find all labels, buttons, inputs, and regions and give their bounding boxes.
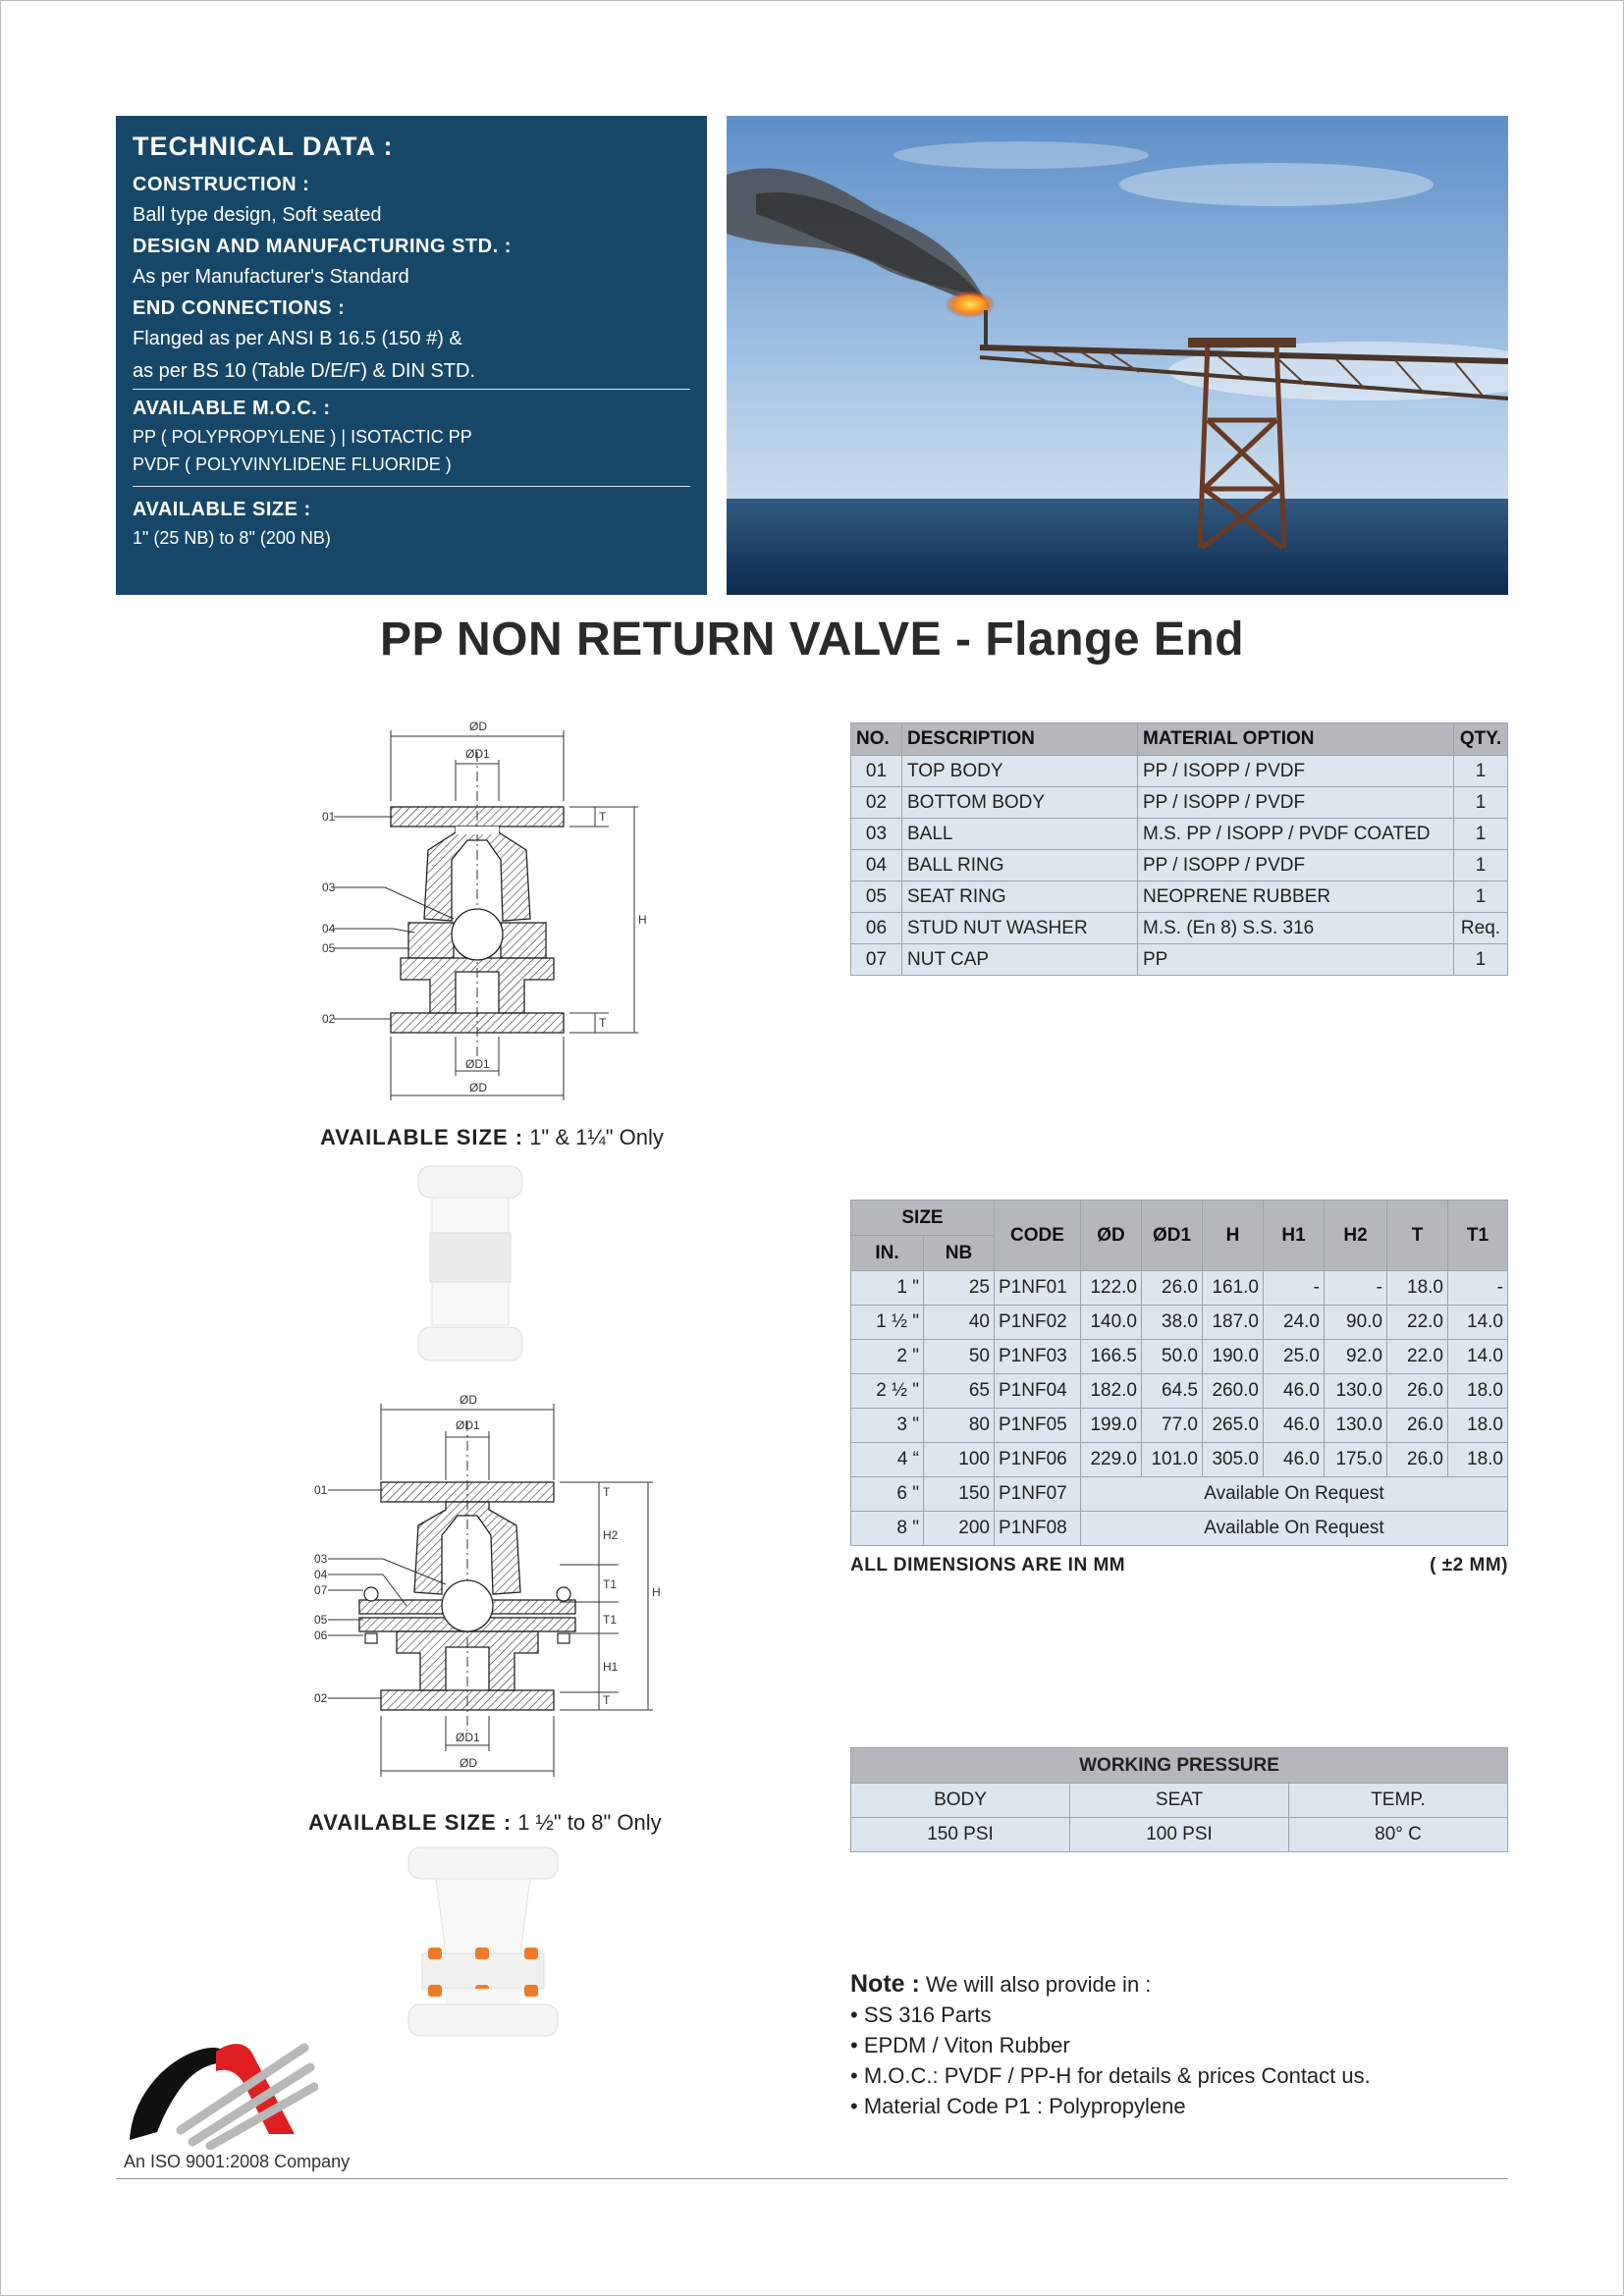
cell: 46.0 <box>1264 1374 1325 1409</box>
dimensions-table <box>850 1200 1508 1546</box>
header-cell: WORKING PRESSURE <box>851 1748 1508 1784</box>
header-cell: ØD1 <box>1142 1201 1203 1271</box>
dimensions-note <box>850 1555 1508 1576</box>
cell: 46.0 <box>1264 1409 1325 1443</box>
cell: 26.0 <box>1387 1374 1448 1409</box>
cell: - <box>1448 1271 1508 1306</box>
dim-label: H2 <box>603 1528 619 1542</box>
table-row <box>851 1409 1508 1443</box>
part-label: 05 <box>314 1613 328 1627</box>
cell: PP / ISOPP / PVDF <box>1138 787 1454 819</box>
end-connections-line-2: as per BS 10 (Table D/E/F) & DIN STD. <box>133 360 475 382</box>
table-row <box>851 944 1508 976</box>
header-cell: NB <box>924 1236 995 1271</box>
cell: 1 <box>1454 881 1508 913</box>
cell: Available On Request <box>1081 1477 1508 1512</box>
cell: 80° C <box>1289 1818 1508 1852</box>
table-row <box>851 881 1508 913</box>
cell: 1 <box>1454 787 1508 819</box>
cell: M.S. PP / ISOPP / PVDF COATED <box>1138 819 1454 850</box>
header-cell: CODE <box>995 1201 1081 1271</box>
header-cell: T1 <box>1448 1201 1508 1271</box>
header-cell: IN. <box>851 1236 924 1271</box>
part-label: 04 <box>322 922 336 935</box>
dim-label: ØD1 <box>456 1418 480 1432</box>
cell: 260.0 <box>1203 1374 1264 1409</box>
cell: 92.0 <box>1325 1340 1387 1374</box>
cell: 14.0 <box>1448 1340 1508 1374</box>
list-item: • Material Code P1 : Polypropylene <box>850 2094 1186 2118</box>
page-title: PP NON RETURN VALVE - Flange End <box>379 614 1245 666</box>
cell: PP <box>1138 944 1454 976</box>
cell: 1 <box>1454 756 1508 787</box>
cell: - <box>1325 1271 1387 1306</box>
technical-data-title: TECHNICAL DATA : <box>133 132 394 161</box>
table-row <box>851 850 1508 881</box>
part-label: 01 <box>322 810 336 824</box>
dim-label: T1 <box>603 1577 618 1591</box>
construction-heading: CONSTRUCTION : <box>133 174 310 195</box>
available-size-heading: AVAILABLE SIZE : <box>308 1810 513 1835</box>
cell: M.S. (En 8) S.S. 316 <box>1138 913 1454 944</box>
cell: Available On Request <box>1081 1512 1508 1546</box>
dim-label: T <box>599 810 607 824</box>
cell: NUT CAP <box>902 944 1138 976</box>
header-cell: QTY. <box>1454 723 1508 756</box>
cell: 01 <box>851 756 902 787</box>
cell: 130.0 <box>1325 1374 1387 1409</box>
part-label: 01 <box>314 1483 328 1497</box>
cell: 229.0 <box>1081 1443 1142 1477</box>
cell: 1 " <box>851 1271 924 1306</box>
cell: P1NF06 <box>995 1443 1081 1477</box>
cell: 04 <box>851 850 902 881</box>
cell: 161.0 <box>1203 1271 1264 1306</box>
dim-label: H <box>652 1585 661 1599</box>
cell: 100 PSI <box>1070 1818 1289 1852</box>
cell: SEAT <box>1070 1784 1289 1818</box>
cell: 166.5 <box>1081 1340 1142 1374</box>
cell: PP / ISOPP / PVDF <box>1138 850 1454 881</box>
iso-certification: An ISO 9001:2008 Company <box>124 2152 351 2171</box>
cell: P1NF03 <box>995 1340 1081 1374</box>
dim-label: ØD1 <box>465 747 490 761</box>
cell: 122.0 <box>1081 1271 1142 1306</box>
cell: 02 <box>851 787 902 819</box>
table-row <box>851 1443 1508 1477</box>
moc-heading: AVAILABLE M.O.C. : <box>133 398 331 419</box>
end-connections-line-1: Flanged as per ANSI B 16.5 (150 #) & <box>133 328 462 349</box>
table-row <box>851 1374 1508 1409</box>
dim-label: H1 <box>603 1660 619 1674</box>
table-row <box>851 1271 1508 1306</box>
cell: Req. <box>1454 913 1508 944</box>
cell: NEOPRENE RUBBER <box>1138 881 1454 913</box>
cell: BALL <box>902 819 1138 850</box>
dim-label: ØD1 <box>465 1057 490 1071</box>
cell: BODY <box>851 1784 1070 1818</box>
cell: 6 " <box>851 1477 924 1512</box>
cell: 140.0 <box>1081 1306 1142 1340</box>
header-cell: NO. <box>851 723 902 756</box>
cell: 18.0 <box>1448 1374 1508 1409</box>
cell: 22.0 <box>1387 1306 1448 1340</box>
cell: 265.0 <box>1203 1409 1264 1443</box>
valve-photo-small <box>412 1164 528 1364</box>
cell: 26.0 <box>1142 1271 1203 1306</box>
cell: 90.0 <box>1325 1306 1387 1340</box>
dimensions-unit-note: ALL DIMENSIONS ARE IN MM <box>850 1555 1126 1575</box>
dim-label: H <box>638 913 647 927</box>
cell: 65 <box>924 1374 995 1409</box>
cell: P1NF08 <box>995 1512 1081 1546</box>
available-size-small <box>320 1125 664 1150</box>
moc-line-1: PP ( POLYPROPYLENE ) | ISOTACTIC PP <box>133 427 472 447</box>
list-item: • SS 316 Parts <box>850 2002 992 2027</box>
table-row <box>851 756 1508 787</box>
cell: 50 <box>924 1340 995 1374</box>
part-label: 07 <box>314 1583 328 1597</box>
cell: PP / ISOPP / PVDF <box>1138 756 1454 787</box>
size-text: 1" (25 NB) to 8" (200 NB) <box>133 528 331 548</box>
technical-data-panel <box>116 116 707 595</box>
cell: P1NF01 <box>995 1271 1081 1306</box>
dim-label: ØD <box>460 1393 477 1407</box>
cell: STUD NUT WASHER <box>902 913 1138 944</box>
dim-label: ØD1 <box>456 1731 480 1744</box>
cell: 26.0 <box>1387 1443 1448 1477</box>
note-intro: We will also provide in : <box>919 1972 1152 1997</box>
cell: 1 <box>1454 850 1508 881</box>
cell: TOP BODY <box>902 756 1138 787</box>
part-label: 03 <box>322 881 336 894</box>
cell: 8 " <box>851 1512 924 1546</box>
table-row <box>851 913 1508 944</box>
part-label: 04 <box>314 1568 328 1581</box>
cell: 2 ½ " <box>851 1374 924 1409</box>
table-row <box>851 1818 1508 1852</box>
available-size-text: 1" & 1¼" Only <box>523 1125 664 1149</box>
header-cell: H <box>1203 1201 1264 1271</box>
cell: 182.0 <box>1081 1374 1142 1409</box>
dim-label: T1 <box>603 1613 618 1627</box>
available-size-large <box>308 1810 662 1836</box>
cell: 25.0 <box>1264 1340 1325 1374</box>
table-header-row <box>851 1201 1508 1236</box>
working-pressure-table <box>850 1747 1508 1852</box>
cell: 199.0 <box>1081 1409 1142 1443</box>
tolerance-note: ( ±2 MM) <box>1430 1555 1508 1575</box>
cell: P1NF04 <box>995 1374 1081 1409</box>
cell: 06 <box>851 913 902 944</box>
table-row <box>851 1512 1508 1546</box>
cell: 24.0 <box>1264 1306 1325 1340</box>
table-row <box>851 1477 1508 1512</box>
cell: 150 <box>924 1477 995 1512</box>
header-cell: ØD <box>1081 1201 1142 1271</box>
cell: 200 <box>924 1512 995 1546</box>
offshore-platform-photo <box>727 116 1508 595</box>
dim-label: ØD <box>469 1081 487 1095</box>
cell: 1 <box>1454 819 1508 850</box>
cell: 80 <box>924 1409 995 1443</box>
design-text: As per Manufacturer's Standard <box>133 266 409 288</box>
valve-section-drawing-small <box>304 713 677 1115</box>
dim-label: T <box>603 1485 611 1499</box>
cell: 130.0 <box>1325 1409 1387 1443</box>
construction-text: Ball type design, Soft seated <box>133 204 382 226</box>
part-label: 06 <box>314 1629 328 1642</box>
cell: - <box>1264 1271 1325 1306</box>
moc-line-2: PVDF ( POLYVINYLIDENE FLUORIDE ) <box>133 454 452 474</box>
cell: TEMP. <box>1289 1784 1508 1818</box>
list-item: • M.O.C.: PVDF / PP-H for details & prices Contact us. <box>850 2063 1371 2088</box>
size-heading: AVAILABLE SIZE : <box>133 499 311 520</box>
cell: 150 PSI <box>851 1818 1070 1852</box>
cell: 26.0 <box>1387 1409 1448 1443</box>
cell: BOTTOM BODY <box>902 787 1138 819</box>
part-label: 02 <box>314 1691 328 1705</box>
header-cell: H1 <box>1264 1201 1325 1271</box>
cell: 175.0 <box>1325 1443 1387 1477</box>
cell: 4 “ <box>851 1443 924 1477</box>
part-label: 02 <box>322 1012 336 1026</box>
dim-label: ØD <box>469 720 487 733</box>
dim-label: ØD <box>460 1756 477 1770</box>
cell: 05 <box>851 881 902 913</box>
cell: 18.0 <box>1448 1409 1508 1443</box>
table-row <box>851 819 1508 850</box>
cell: 190.0 <box>1203 1340 1264 1374</box>
cell: 14.0 <box>1448 1306 1508 1340</box>
cell: P1NF02 <box>995 1306 1081 1340</box>
table-header-row <box>851 1748 1508 1784</box>
cell: 101.0 <box>1142 1443 1203 1477</box>
cell: BALL RING <box>902 850 1138 881</box>
design-heading: DESIGN AND MANUFACTURING STD. : <box>133 236 512 257</box>
part-label: 05 <box>322 941 336 955</box>
cell: 18.0 <box>1387 1271 1448 1306</box>
cell: 38.0 <box>1142 1306 1203 1340</box>
table-header-row <box>851 723 1508 756</box>
cell: 25 <box>924 1271 995 1306</box>
header-cell: T <box>1387 1201 1448 1271</box>
cell: 40 <box>924 1306 995 1340</box>
cell: 187.0 <box>1203 1306 1264 1340</box>
header-cell: DESCRIPTION <box>902 723 1138 756</box>
cell: 18.0 <box>1448 1443 1508 1477</box>
dim-label: T <box>603 1693 611 1707</box>
cell: 03 <box>851 819 902 850</box>
cell: 2 " <box>851 1340 924 1374</box>
header-cell: H2 <box>1325 1201 1387 1271</box>
valve-photo-large <box>403 1845 564 2038</box>
header-cell: MATERIAL OPTION <box>1138 723 1454 756</box>
table-row <box>851 1340 1508 1374</box>
cell: 3 " <box>851 1409 924 1443</box>
cell: SEAT RING <box>902 881 1138 913</box>
cell: P1NF05 <box>995 1409 1081 1443</box>
divider <box>133 486 690 487</box>
header-cell: SIZE <box>851 1201 995 1236</box>
cell: 305.0 <box>1203 1443 1264 1477</box>
table-row <box>851 787 1508 819</box>
available-size-heading: AVAILABLE SIZE : <box>320 1125 524 1149</box>
cell: 1 ½ " <box>851 1306 924 1340</box>
divider <box>133 389 690 390</box>
end-connections-heading: END CONNECTIONS : <box>133 297 346 319</box>
cell: 77.0 <box>1142 1409 1203 1443</box>
cell: 46.0 <box>1264 1443 1325 1477</box>
list-item: • EPDM / Viton Rubber <box>850 2033 1070 2057</box>
dim-label: T <box>599 1016 607 1030</box>
cell: P1NF07 <box>995 1477 1081 1512</box>
cell: 64.5 <box>1142 1374 1203 1409</box>
note-block <box>850 1969 1371 2121</box>
cell: 07 <box>851 944 902 976</box>
valve-section-drawing-large <box>304 1392 677 1789</box>
footer-divider <box>116 2178 1508 2179</box>
table-row <box>851 1784 1508 1818</box>
part-label: 03 <box>314 1552 328 1566</box>
cell: 1 <box>1454 944 1508 976</box>
company-logo <box>122 2012 318 2150</box>
parts-table <box>850 722 1508 976</box>
cell: 100 <box>924 1443 995 1477</box>
available-size-text: 1 ½" to 8" Only <box>512 1810 662 1835</box>
note-heading: Note : <box>850 1970 920 1998</box>
table-row <box>851 1306 1508 1340</box>
cell: 50.0 <box>1142 1340 1203 1374</box>
cell: 22.0 <box>1387 1340 1448 1374</box>
